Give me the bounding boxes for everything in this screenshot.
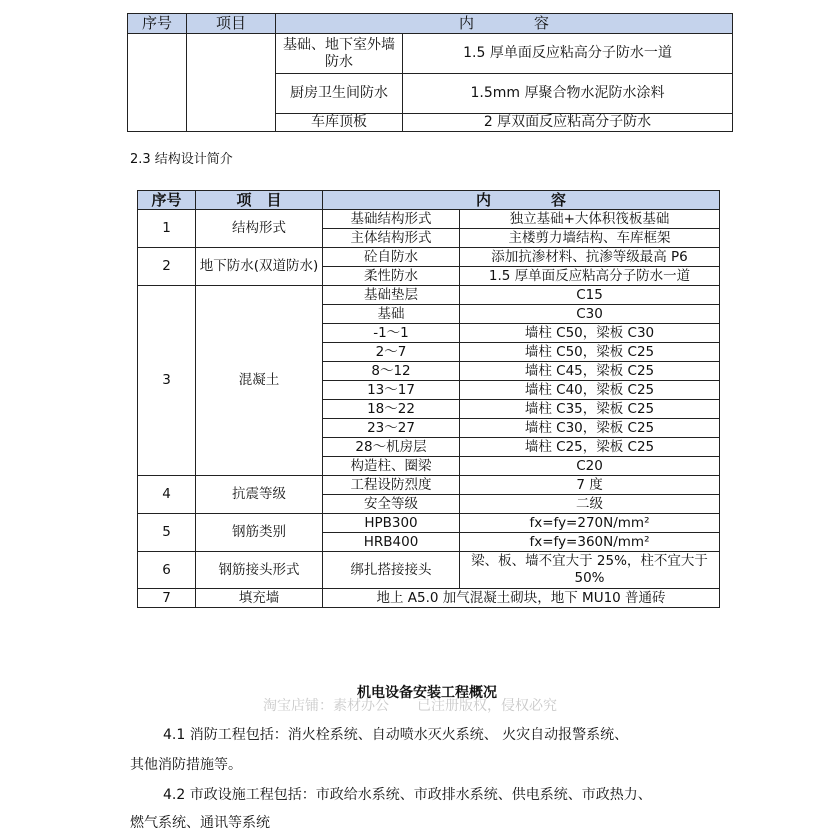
row-category: 钢筋类别 [196, 514, 323, 552]
row-value: C15 [460, 286, 720, 305]
table1-item: 车库顶板 [276, 114, 403, 132]
table1-header-content: 内 容 [276, 14, 733, 34]
table1-content: 2 厚双面反应粘高分子防水 [403, 114, 733, 132]
row-value: 墙柱 C50，梁板 C25 [460, 343, 720, 362]
paragraph-municipal-line2: 燃气系统、通讯等系统 [130, 815, 270, 831]
row-subitem: 基础结构形式 [323, 210, 460, 229]
table2-header-item: 项 目 [196, 191, 323, 210]
row-subitem: 23～27 [323, 419, 460, 438]
table2-header-no: 序号 [138, 191, 196, 210]
table1-header-no: 序号 [128, 14, 187, 34]
watermark-text: 淘宝店铺：素材办公 已注册版权，侵权必究 [263, 698, 557, 714]
row-value: C30 [460, 305, 720, 324]
row-value: 梁、板、墙不宜大于 25%，柱不宜大于 50% [460, 552, 720, 589]
table1-cell-empty [187, 34, 276, 132]
row-number: 7 [138, 589, 196, 608]
structure-design-table [137, 190, 720, 608]
row-subitem: 2～7 [323, 343, 460, 362]
row-subitem: 安全等级 [323, 495, 460, 514]
row-category: 结构形式 [196, 210, 323, 248]
row-value: 墙柱 C50，梁板 C30 [460, 324, 720, 343]
row-number: 4 [138, 476, 196, 514]
table1-item: 厨房卫生间防水 [276, 74, 403, 114]
row-number: 6 [138, 552, 196, 589]
section-heading: 机电设备安装工程概况 [357, 685, 497, 701]
row-value: 二级 [460, 495, 720, 514]
row-number: 2 [138, 248, 196, 286]
table2-header-content: 内 容 [323, 191, 720, 210]
row-subitem: -1～1 [323, 324, 460, 343]
row-number: 1 [138, 210, 196, 248]
row-subitem: 18～22 [323, 400, 460, 419]
paragraph-fire-line1: 4.1 消防工程包括：消火栓系统、自动喷水灭火系统、 火灾自动报警系统、 [163, 727, 629, 743]
row-category: 地下防水(双道防水) [196, 248, 323, 286]
row-subitem: 绑扎搭接接头 [323, 552, 460, 589]
row-subitem: 柔性防水 [323, 267, 460, 286]
paragraph-municipal-line1: 4.2 市政设施工程包括：市政给水系统、市政排水系统、供电系统、市政热力、 [163, 787, 652, 803]
row-subitem: 工程设防烈度 [323, 476, 460, 495]
row-value: 墙柱 C30，梁板 C25 [460, 419, 720, 438]
row-category: 混凝土 [196, 286, 323, 476]
row-value: 独立基础+大体积筏板基础 [460, 210, 720, 229]
row-subitem: 构造柱、圈梁 [323, 457, 460, 476]
row-subitem: 基础垫层 [323, 286, 460, 305]
row-subitem: HPB300 [323, 514, 460, 533]
table1-content: 1.5 厚单面反应粘高分子防水一道 [403, 34, 733, 74]
row-category: 填充墙 [196, 589, 323, 608]
waterproofing-table [127, 13, 733, 132]
row-value: 墙柱 C35，梁板 C25 [460, 400, 720, 419]
row-value: 1.5 厚单面反应粘高分子防水一道 [460, 267, 720, 286]
row-category: 钢筋接头形式 [196, 552, 323, 589]
row-value: 添加抗渗材料、抗渗等级最高 P6 [460, 248, 720, 267]
row-subitem: 主体结构形式 [323, 229, 460, 248]
row-value: 地上 A5.0 加气混凝土砌块，地下 MU10 普通砖 [323, 589, 720, 608]
row-subitem: 8～12 [323, 362, 460, 381]
section-title: 2.3 结构设计简介 [130, 152, 233, 167]
row-subitem: 13～17 [323, 381, 460, 400]
row-value: C20 [460, 457, 720, 476]
table1-item: 基础、地下室外墙防水 [276, 34, 403, 74]
paragraph-fire-line2: 其他消防措施等。 [130, 757, 242, 773]
row-subitem: 28～机房层 [323, 438, 460, 457]
row-value: fx=fy=360N/mm² [460, 533, 720, 552]
row-subitem: 砼自防水 [323, 248, 460, 267]
row-value: 主楼剪力墙结构、车库框架 [460, 229, 720, 248]
row-subitem: 基础 [323, 305, 460, 324]
row-category: 抗震等级 [196, 476, 323, 514]
table1-content: 1.5mm 厚聚合物水泥防水涂料 [403, 74, 733, 114]
row-value: 墙柱 C25，梁板 C25 [460, 438, 720, 457]
table1-cell-empty [128, 34, 187, 132]
row-value: 7 度 [460, 476, 720, 495]
row-number: 5 [138, 514, 196, 552]
row-subitem: HRB400 [323, 533, 460, 552]
row-value: fx=fy=270N/mm² [460, 514, 720, 533]
table1-header-item: 项目 [187, 14, 276, 34]
row-value: 墙柱 C40，梁板 C25 [460, 381, 720, 400]
row-number: 3 [138, 286, 196, 476]
row-value: 墙柱 C45，梁板 C25 [460, 362, 720, 381]
